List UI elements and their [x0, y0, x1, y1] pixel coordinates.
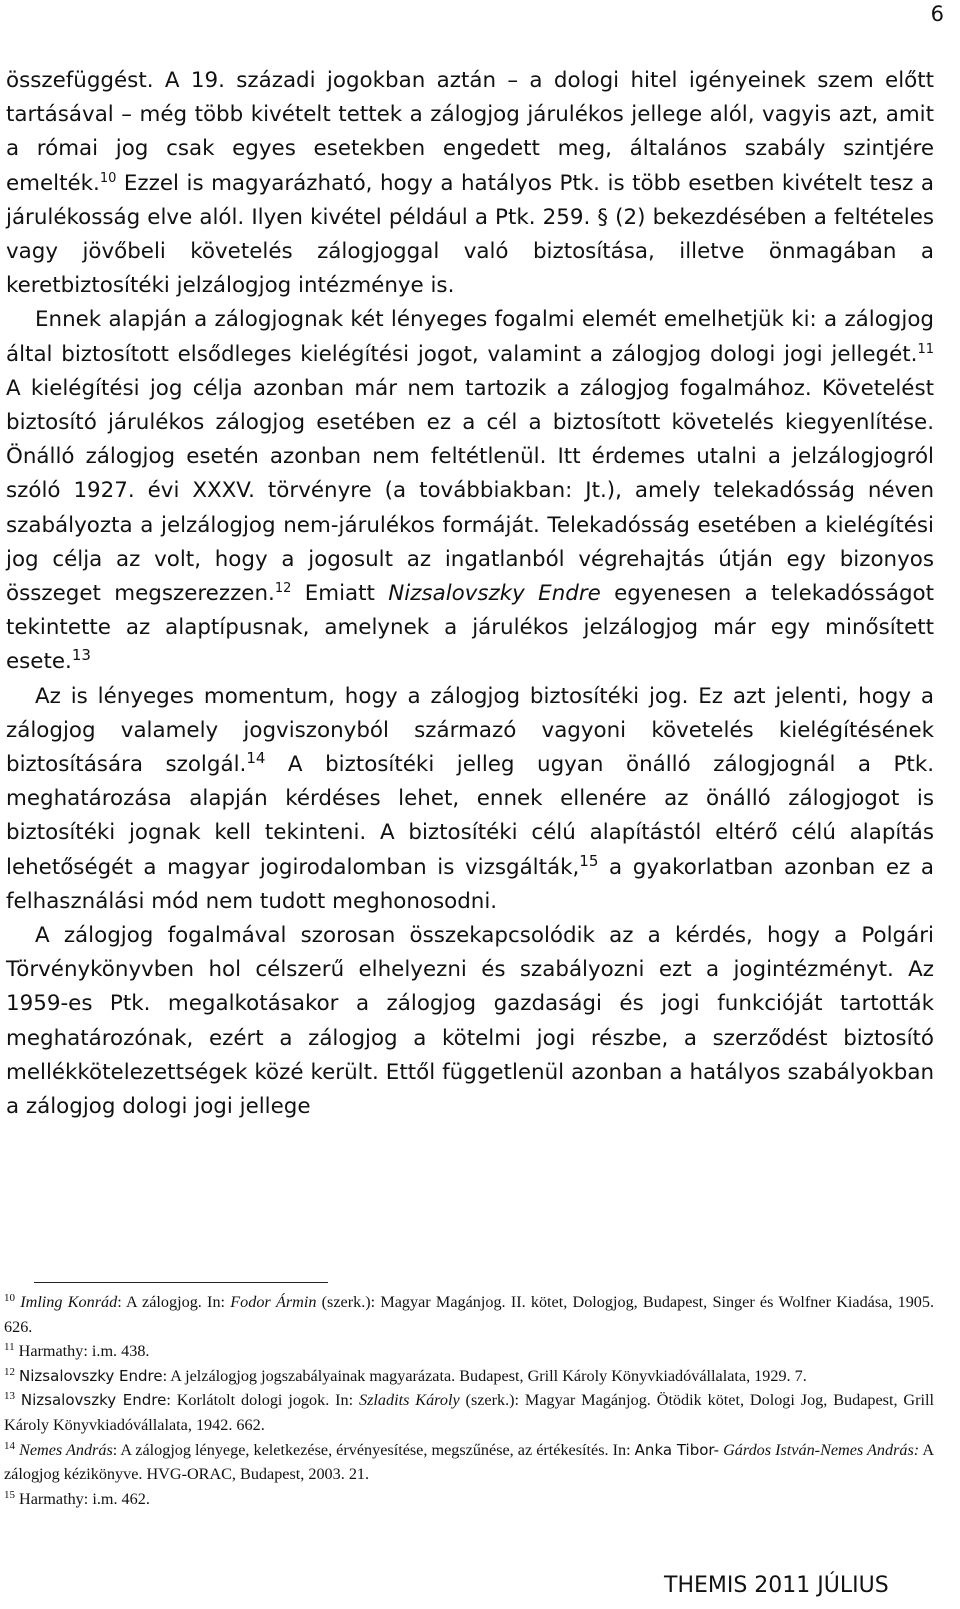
footnote-13: [4, 1388, 934, 1437]
footnote-number: 15: [4, 1488, 15, 1501]
footnote-number: 12: [4, 1365, 15, 1378]
text: A zálogjog fogalmával szorosan összekapcsolódik az a kérdés, hogy a Polgári Törvénykönyvben hol célszerű elhelyezni és szabályozni ezt a jogintézményt. Az 1959-es Ptk. megalkotásakor a zálogjog gazdasági és jogi funkcióját tartották meghatározónak, ezért a zálogjog a kötelmi jogi részbe, a szerződést biztosító mellékkötelezettségek közé került. Ettől függetlenül azonban a hatályos szabályokban a zálogjog dologi jogi jellege: [6, 923, 934, 1120]
footnote-text: Harmathy: i.m. 462.: [19, 1489, 150, 1508]
footnote-number: 11: [4, 1341, 15, 1354]
footnote-text: (szerk.): Magyar Magánjog. II. kötet, Dologjog, Budapest, Singer és Wolfner Kiadása, 1905. 626.: [4, 1293, 935, 1336]
footnote-14: [4, 1438, 934, 1487]
footnote-15: [4, 1487, 934, 1512]
paragraph-1: [6, 64, 934, 303]
footnote-12: [4, 1364, 934, 1389]
footnote-11: [4, 1339, 934, 1364]
text: egyenesen a telekadósságot tekintette az alaptípusnak, amelynek a járulékos jelzálogjog már egy minősített esete.: [6, 581, 934, 675]
footnote-number: 13: [4, 1390, 15, 1403]
footnote-text: : Korlátolt dologi jogok. In:: [166, 1391, 360, 1410]
footnote-text: A zálogjog kézikönyve. HVG-ORAC, Budapest, 2003. 21.: [4, 1440, 935, 1484]
footnote-author: Nemes András: [19, 1440, 113, 1459]
footnote-author: Anka Tibor-: [634, 1440, 720, 1459]
text: Az is lényeges momentum, hogy a zálogjog biztosítéki jog. Ez azt jelenti, hogy a zálogjog valamely jogviszonyból származó vagyoni követelés kielégítésének biztosítására szolgál.: [6, 683, 934, 778]
text: a gyakorlatban azonban ez a felhasználási mód nem tudott meghonosodni.: [6, 854, 934, 914]
page-number: 6: [930, 2, 944, 26]
footnote-10: [4, 1290, 934, 1339]
text: összefüggést. A 19. századi jogokban aztán – a dologi hitel igényeinek szem előtt tartásával – még több kivételt tettek a zálogjog járulékos jellege alól, vagyis azt, amit a római jog csak egyes esetekben engedett meg, általános szabály szintjére emelték.: [6, 68, 934, 196]
footnote-ref-10[interactable]: 10: [99, 170, 117, 186]
footnote-author: Imling Konrád: [20, 1293, 118, 1311]
footnote-author: Nizsalovszky Endre: [20, 1391, 167, 1410]
footnote-separator: [34, 1282, 328, 1283]
paragraph-3: [6, 680, 934, 919]
text: Ennek alapján a zálogjognak két lényeges fogalmi elemét emelhetjük ki: a zálogjog által biztosított elsődleges kielégítési jogot, valamint a zálogjog dologi jogi jellegét.: [6, 307, 934, 367]
author-name: Nizsalovszky Endre: [388, 581, 601, 607]
footnote-author: Nizsalovszky Endre: [19, 1366, 163, 1385]
paragraph-2: [6, 303, 934, 679]
text: Ezzel is magyarázható, hogy a hatályos Ptk. is több esetben kivételt tesz a járulékosság elve alól. Ilyen kivétel például a Ptk. 259. § (2) bekezdésében a feltételes vagy jövőbeli követelés zálogjoggal való biztosítása, illetve önmagában a keretbiztosítéki jelzálogjog intézménye is.: [6, 170, 934, 299]
footnote-text: Harmathy: i.m. 438.: [18, 1342, 150, 1361]
footnote-editor: Szladits Károly: [359, 1391, 460, 1410]
text: A biztosítéki jelleg ugyan önálló zálogjognál a Ptk. meghatározása alapján kérdéses lehet, ennek ellenére az önálló zálogjogot is biztosítéki jognak kell tekinteni. A biztosítéki célú alapítástól eltérő célú alapítás lehetőségét a magyar jogirodalomban is vizsgálták,: [6, 752, 934, 880]
footnote-number: 10: [4, 1292, 15, 1304]
footnote-text: : A zálogjog lényege, keletkezése, érvényesítése, megszűnése, az értékesítés. In:: [112, 1440, 635, 1459]
footnote-text: (szerk.): Magyar Magánjog. Ötödik kötet, Dologi Jog, Budapest, Grill Károly Könyvkiadóvállalata, 1942. 662.: [4, 1391, 934, 1434]
body-text: [6, 64, 934, 1124]
footnote-ref-14[interactable]: 14: [246, 749, 266, 768]
text: A kielégítési jog célja azonban már nem tartozik a zálogjog fogalmához. Követelést biztosító járulékos zálogjog esetében ez a cél a biztosított követelés kiegyenlítése. Önálló zálogjog esetén azonban nem feltétlenül. Itt érdemes utalni a jelzálogjogról szóló 1927. évi XXXV. törvényre (a továbbiakban: Jt.), amely telekadósság néven szabályozta a jelzálogjog nem-járulékos formáját. Telekadósság esetében a kielégítési jog célja az volt, hogy a jogosult az ingatlanból végrehajtás útján egy bizonyos összeget megszerezzen.: [6, 375, 934, 607]
paragraph-4: [6, 919, 934, 1124]
footnotes: [4, 1290, 934, 1511]
footnote-text: : A zálogjog. In:: [117, 1293, 231, 1311]
footnote-ref-12[interactable]: 12: [274, 581, 292, 597]
footnote-ref-15[interactable]: 15: [579, 851, 599, 870]
page-footer: THEMIS 2011 JÚLIUS: [664, 1573, 889, 1598]
footnote-text: : A jelzálogjog jogszabályainak magyarázata. Budapest, Grill Károly Könyvkiadóvállalata, 1929. 7.: [162, 1366, 807, 1385]
text: Emiatt: [291, 581, 389, 607]
footnote-number: 14: [4, 1439, 15, 1452]
footnote-ref-13[interactable]: 13: [71, 646, 91, 665]
footnote-editor: Fodor Ármin: [230, 1293, 317, 1311]
footnote-ref-11[interactable]: 11: [917, 341, 934, 357]
footnote-authors: Gárdos István-Nemes András:: [723, 1440, 920, 1459]
